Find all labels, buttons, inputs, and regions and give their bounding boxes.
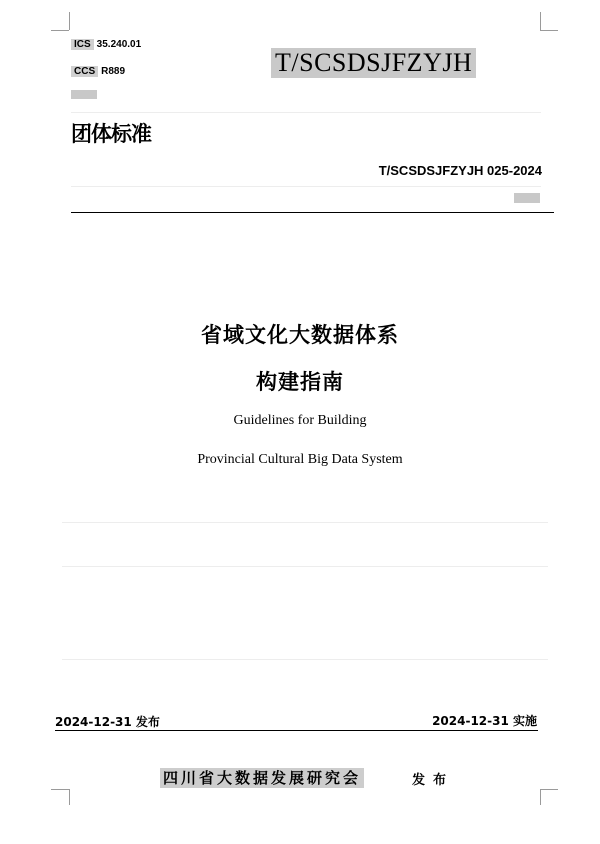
ccs-value: R889	[101, 66, 126, 77]
standard-number: T/SCSDSJFZYJH 025-2024	[378, 163, 542, 178]
ics-row	[71, 32, 141, 51]
crop-mark-top-right	[540, 12, 541, 30]
publish-date: 2024-12-31 发布	[55, 715, 160, 729]
guide-line	[62, 566, 548, 567]
ics-value: 35.240.01	[96, 39, 142, 50]
ccs-row	[71, 59, 125, 78]
guide-line	[71, 112, 541, 113]
crop-mark-top-right-h	[540, 30, 558, 31]
implement-date: 2024-12-31 实施	[432, 714, 537, 728]
guide-line	[62, 659, 548, 660]
footer-rule	[55, 730, 538, 731]
crop-mark-bottom-right-h	[540, 789, 558, 790]
guide-line	[62, 522, 548, 523]
title-cn-line1: 省域文化大数据体系	[201, 323, 399, 347]
title-en-line2: Provincial Cultural Big Data System	[197, 452, 403, 467]
crop-mark-bottom-right	[540, 789, 541, 805]
crop-mark-bottom-left-h	[51, 789, 69, 790]
placeholder-block-right	[514, 193, 540, 203]
header-rule	[71, 212, 554, 213]
crop-mark-top-left	[69, 12, 70, 30]
standard-code-box: T/SCSDSJFZYJH	[271, 48, 476, 78]
standard-type: 团体标准	[71, 122, 151, 146]
publisher-name: 四川省大数据发展研究会	[160, 768, 364, 788]
guide-line	[71, 186, 541, 187]
crop-mark-top-left-h	[51, 30, 69, 31]
placeholder-block-left	[71, 90, 97, 99]
ics-label: ICS	[71, 39, 94, 50]
crop-mark-bottom-left	[69, 789, 70, 805]
title-en-line1: Guidelines for Building	[233, 413, 367, 428]
title-cn-line2: 构建指南	[256, 370, 344, 394]
issue-label: 发布	[412, 773, 455, 788]
ccs-label: CCS	[71, 66, 98, 77]
